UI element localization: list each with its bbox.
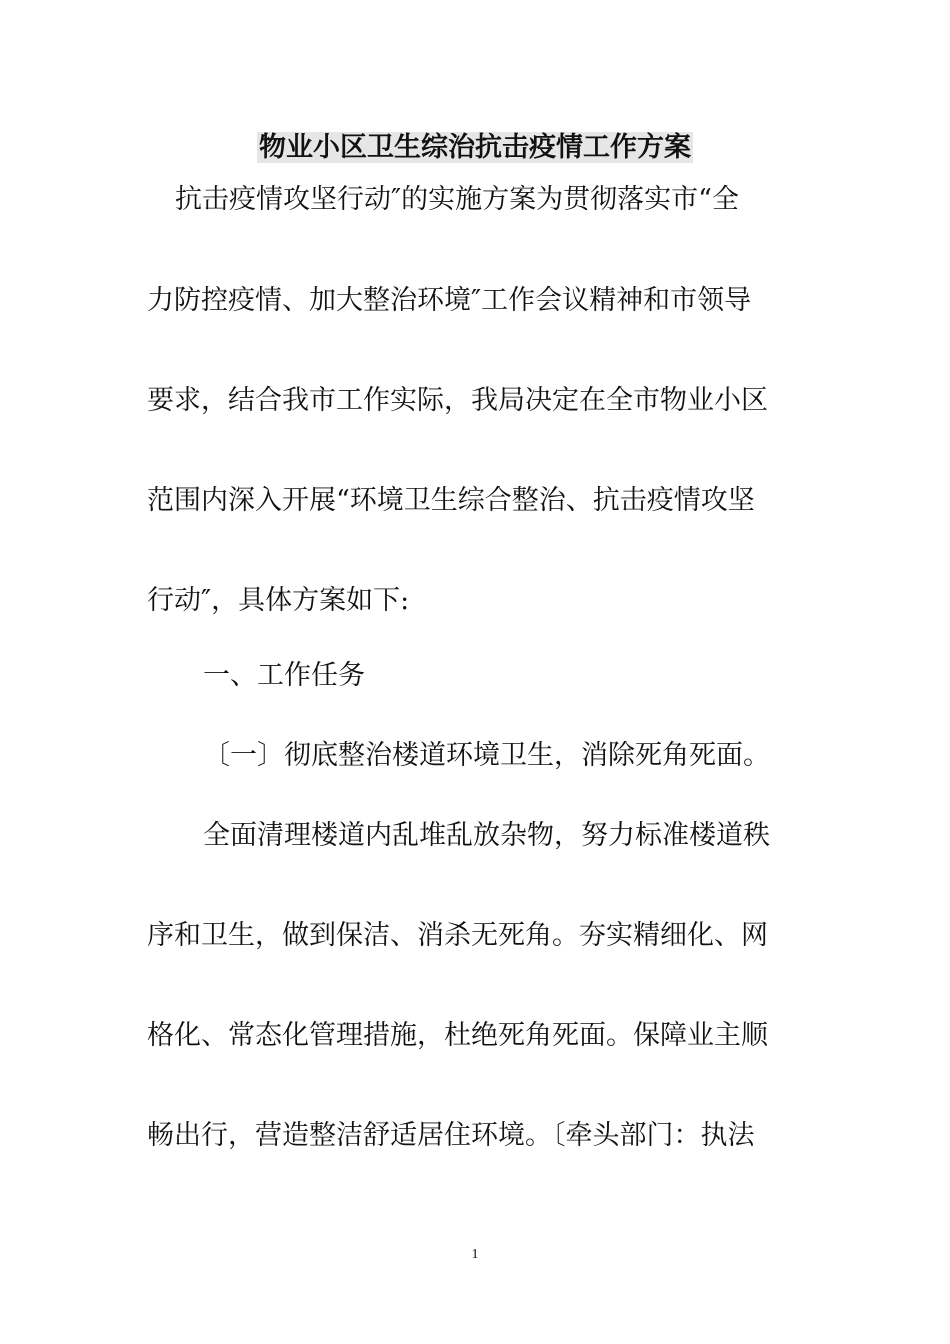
- document-title: 物业小区卫生综治抗击疫情工作方案: [259, 132, 691, 163]
- paragraph-line: 行动″，具体方案如下:: [147, 585, 410, 616]
- paragraph-line: 格化、常态化管理措施，杜绝死角死面。保障业主顺: [147, 1020, 768, 1051]
- page-number: 1: [471, 1247, 479, 1262]
- paragraph-line: 序和卫生，做到保洁、消杀无死角。夯实精细化、网: [147, 920, 768, 951]
- paragraph-line: 全面清理楼道内乱堆乱放杂物，努力标准楼道秩: [203, 820, 770, 851]
- subsection-heading: 〔一〕彻底整治楼道环境卫生，消除死角死面。: [203, 740, 770, 771]
- paragraph-line: 畅出行，营造整洁舒适居住环境。〔牵头部门：执法: [147, 1120, 755, 1151]
- paragraph-line: 要求，结合我市工作实际，我局决定在全市物业小区: [147, 385, 768, 416]
- paragraph-line: 范围内深入开展“环境卫生综合整治、抗击疫情攻坚: [147, 485, 755, 516]
- paragraph-line: 抗击疫情攻坚行动″的实施方案为贯彻落实市“全: [175, 184, 739, 215]
- section-heading: 一、工作任务: [203, 660, 365, 691]
- paragraph-line: 力防控疫情、加大整治环境″工作会议精神和市领导: [147, 285, 752, 316]
